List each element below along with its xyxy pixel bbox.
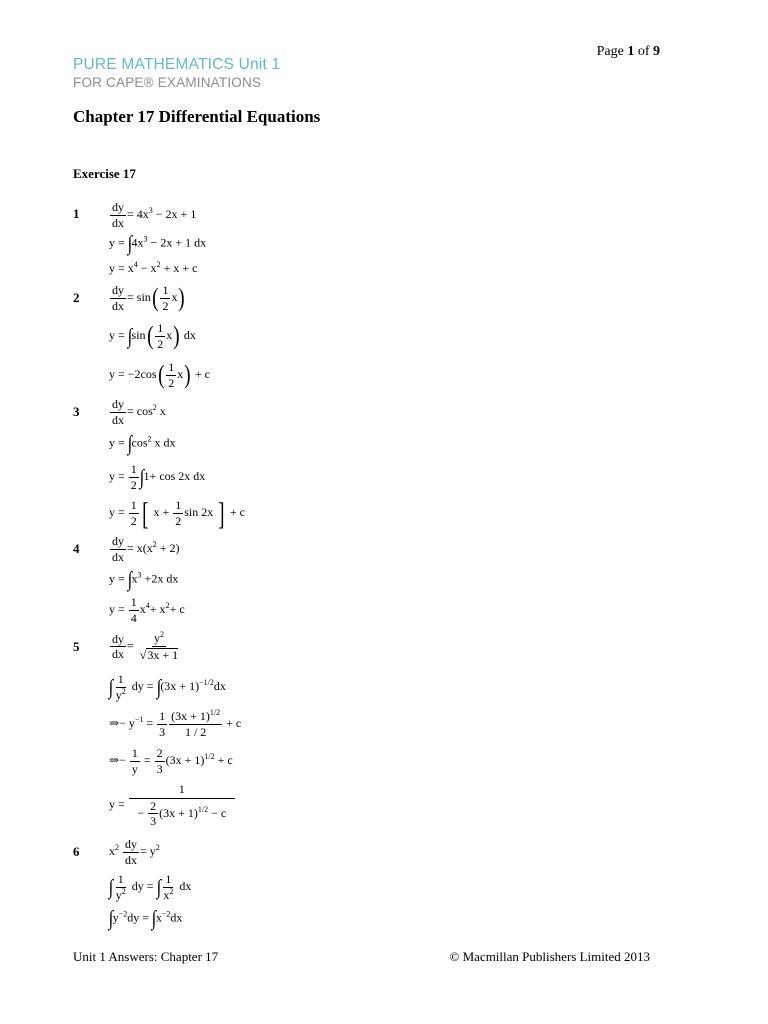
equation-line: $\frac{dy}{dx}$ = sin( $\frac{1}{2}$ x) bbox=[112, 283, 186, 313]
equation-line: $\int y^{-2}dy = \int x^{-2}dx$ bbox=[108, 906, 183, 930]
equation-line: y = $\frac{1}{2}$ ∫1+ cos 2x dx bbox=[109, 462, 206, 492]
footer-copyright: © Macmillan Publishers Limited 2013 bbox=[449, 949, 650, 964]
page-number: Page 1 of 9 bbox=[596, 44, 660, 59]
question-number: 5 bbox=[73, 639, 80, 654]
equation-line: y = $\frac{1}{4}$ $x^4+ x^2+ c$ bbox=[109, 595, 185, 625]
equation-line: $y = \int\cos^2$ x dx bbox=[109, 431, 176, 455]
equation-line: ⇒− $\frac{1}{y}$ = $\frac{2}{3}$ $(3x + 1)^{1/2} + c$ bbox=[109, 746, 233, 776]
equation-line: $y = \int x^3 +2x$ dx bbox=[109, 567, 179, 591]
equation-line: ∫ $\frac{1}{y^2}$ dy = $\int(3x + 1)^{-1/2}dx$ bbox=[108, 672, 226, 702]
equation-line: ⇒− $y^{-1}$ = $\frac{1}{3}$ $\frac{(3x + 1)^{1/2}}{1 / 2}$ + c bbox=[109, 708, 242, 739]
exercise-title: Exercise 17 bbox=[73, 166, 136, 181]
question-number: 3 bbox=[73, 404, 80, 419]
chapter-title: Chapter 17 Differential Equations bbox=[73, 107, 321, 126]
brand-subtitle: FOR CAPE® EXAMINATIONS bbox=[73, 75, 262, 90]
equation-line: y = 1 − $\frac{2}{3}$ $(3x + 1)^{1/2} - c$ bbox=[109, 783, 236, 828]
equation-line: $y = x^4 - x^2 + x + c$ bbox=[109, 260, 198, 275]
question-number: 4 bbox=[73, 541, 80, 556]
question-number: 2 bbox=[73, 290, 80, 305]
footer-left: Unit 1 Answers: Chapter 17 bbox=[73, 949, 219, 964]
equation-line: y = ∫sin( $\frac{1}{2}$ x) dx bbox=[109, 321, 196, 351]
equation-line: y = $\frac{1}{2}$ [ x + $\frac{1}{2}$ sin 2x ] + c bbox=[109, 495, 245, 531]
equation-line: $x^2$ $\frac{dy}{dx}$ = $y^2$ bbox=[109, 837, 160, 867]
equation-line: y = −2cos( $\frac{1}{2}$ x) + c bbox=[109, 360, 210, 390]
question-number: 6 bbox=[73, 844, 80, 859]
equation-line: $\frac{dy}{dx}$ = $x(x^2 + 2)$ bbox=[112, 534, 180, 564]
question-number: 1 bbox=[73, 206, 80, 221]
equation-line: ∫ $\frac{1}{y^2}$ dy = ∫ $\frac{1}{x^2}$ dx bbox=[108, 872, 192, 902]
equation-line: $y = \int 4x^3 - 2x + 1$ dx bbox=[109, 231, 207, 255]
equation-line: $\frac{dy}{dx}$ = $4x^3 - 2x + 1$ bbox=[112, 200, 197, 230]
equation-line: $\frac{dy}{dx}$ = $\cos^2 x$ bbox=[112, 397, 166, 427]
equation-line: $\frac{dy}{dx}$ = $\frac{y^2}{√3x + 1}$ bbox=[112, 630, 179, 662]
brand-title: PURE MATHEMATICS Unit 1 bbox=[73, 56, 281, 73]
